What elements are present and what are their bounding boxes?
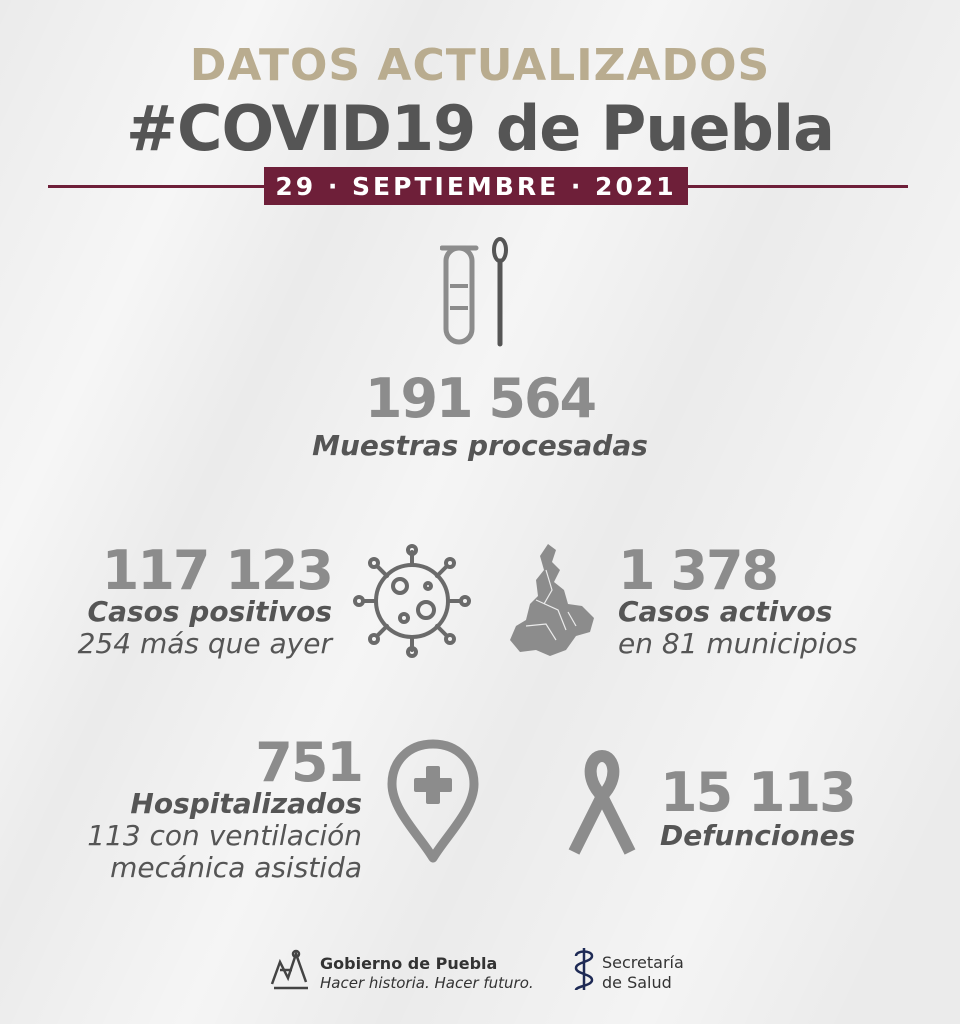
active-sub: en 81 municipios bbox=[618, 627, 858, 660]
test-tube-swab-icon bbox=[440, 236, 520, 348]
samples-label: Muestras procesadas bbox=[312, 429, 648, 462]
hospital-sub-2: mecánica asistida bbox=[110, 851, 362, 884]
hospital-sub-1: 113 con ventilación bbox=[87, 819, 362, 852]
active-label: Casos activos bbox=[618, 595, 833, 628]
gobierno-puebla-logo-icon bbox=[266, 944, 314, 992]
positive-value: 117 123 bbox=[101, 539, 332, 602]
virus-icon bbox=[352, 544, 472, 658]
header-overline: DATOS ACTUALIZADOS bbox=[189, 40, 771, 91]
active-value: 1 378 bbox=[618, 539, 778, 602]
deaths-value: 15 113 bbox=[660, 761, 855, 824]
footer-health-line-1: Secretaría bbox=[602, 953, 684, 972]
puebla-map-icon bbox=[506, 540, 598, 660]
hospital-label: Hospitalizados bbox=[130, 787, 362, 820]
ribbon-icon bbox=[562, 748, 642, 860]
hospital-value: 751 bbox=[255, 731, 362, 794]
caduceus-icon bbox=[572, 944, 596, 994]
footer-gov-slogan: Hacer historia. Hacer futuro. bbox=[320, 974, 534, 992]
samples-value: 191 564 bbox=[364, 367, 596, 430]
footer-health-line-2: de Salud bbox=[602, 973, 672, 992]
hospital-pin-icon bbox=[384, 736, 482, 864]
date-badge: 29 · SEPTIEMBRE · 2021 bbox=[264, 167, 688, 205]
positive-sub: 254 más que ayer bbox=[77, 627, 332, 660]
deaths-label: Defunciones bbox=[660, 819, 856, 852]
footer-gov-name: Gobierno de Puebla bbox=[320, 954, 498, 973]
positive-label: Casos positivos bbox=[87, 595, 332, 628]
page-title: #COVID19 de Puebla bbox=[126, 92, 834, 165]
